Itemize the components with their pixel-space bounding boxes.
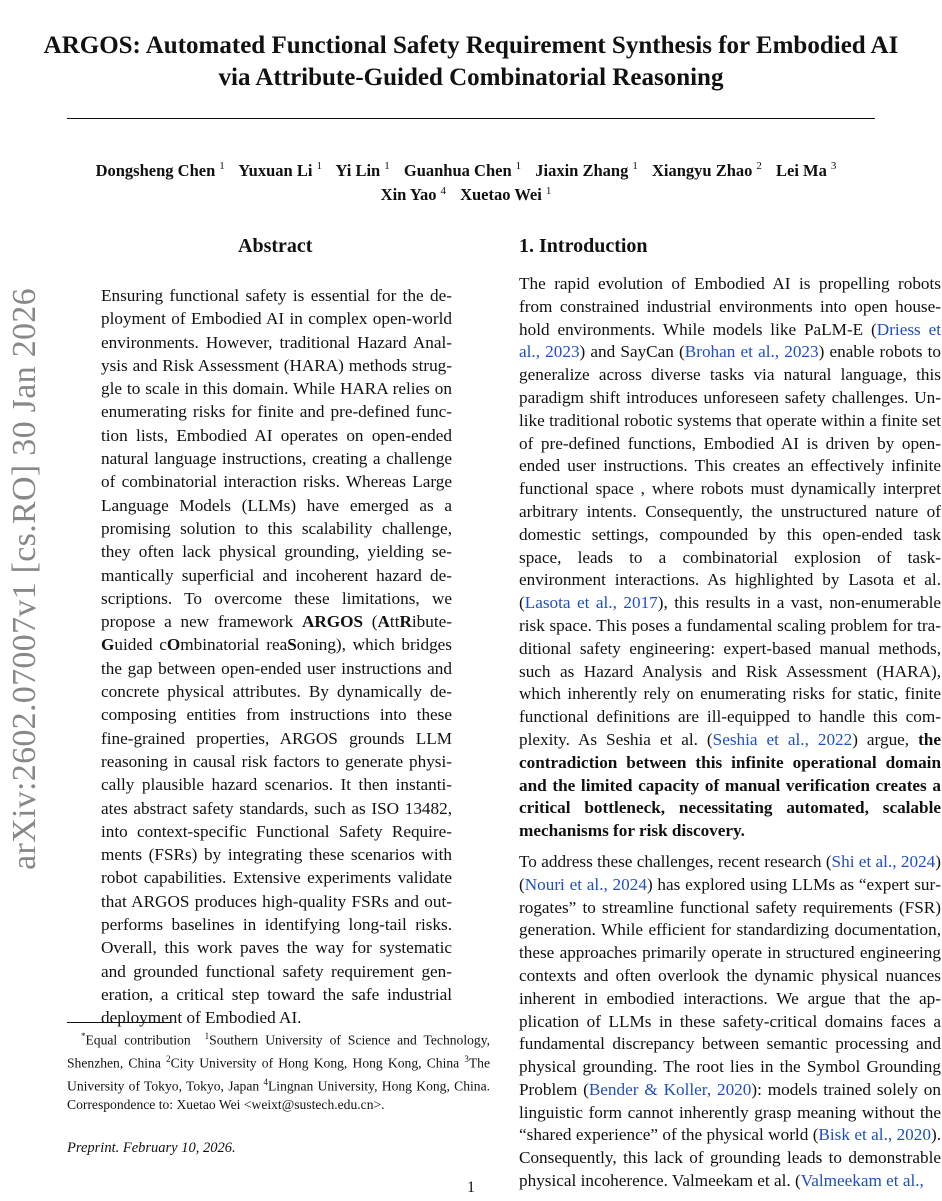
author xyxy=(335,161,399,180)
author-affiliation: 1 xyxy=(545,184,552,197)
author xyxy=(776,161,846,180)
paper-title xyxy=(40,30,902,94)
author-name: Yi Lin xyxy=(335,160,381,180)
author-name: Xiangyu Zhao xyxy=(651,160,753,180)
author-name: Yuxuan Li xyxy=(238,160,313,180)
section-heading-introduction: 1. Introduction xyxy=(519,235,648,257)
paragraph xyxy=(519,273,941,843)
text-run: ) enable robots to generalize across diverse tasks via natural language, this paradigm shift introduces unforeseen safety challenges. Unlike traditional robotic systems that operate within a finite set of pre-defined functions, Embodied AI is driven by open-ended user instructions. This creates an effectively infinite functional space , where robots must dynamically interpret arbitrary intents. Consequently, the unstructured nature of domestic settings, compounded by this open-ended task space, leads to a combinatorial explosion of task-environment interactions. As highlighted by Lasota et al. ( xyxy=(519,342,942,613)
author xyxy=(460,185,561,204)
citation-link[interactable]: Lasota et al., 2017 xyxy=(524,593,658,613)
author-affiliation: 4 xyxy=(440,184,446,197)
author-affiliation: 1 xyxy=(219,160,225,172)
author xyxy=(238,161,332,180)
author xyxy=(535,161,648,180)
text-run: tt xyxy=(389,612,400,632)
text-run: ( xyxy=(363,612,378,632)
citation-link[interactable]: Shi et al., 2024 xyxy=(831,851,936,871)
text-run: ) and SayCan ( xyxy=(579,342,685,362)
text-run: The rapid evolution of Embodied AI is propelling robots from constrained industrial environments into open household environments. While models like PaLM-E ( xyxy=(519,274,941,339)
author-name: Guanhua Chen xyxy=(403,160,512,180)
arxiv-stamp: arXiv:2602.07007v1 [cs.RO] 30 Jan 2026 xyxy=(6,288,43,870)
citation-link[interactable]: Bisk et al., 2020 xyxy=(818,1125,931,1145)
bold-text: A xyxy=(377,612,390,632)
footnote-star: * xyxy=(81,1031,86,1041)
author-name: Xuetao Wei xyxy=(460,185,542,204)
citation-link[interactable]: Nouri et al., 2024 xyxy=(524,874,647,894)
text-run: ) argue, xyxy=(852,729,919,749)
preprint-note: Preprint. February 10, 2026. xyxy=(67,1140,236,1156)
affiliation-text: Lingnan University, Hong Kong, China. Correspondence to: Xuetao Wei <weixt@sustech.edu.cn>. xyxy=(67,1078,491,1113)
author-name: Lei Ma xyxy=(776,160,827,180)
author xyxy=(404,161,531,180)
citation-link[interactable]: Valmeekam et al., xyxy=(800,1171,924,1191)
author xyxy=(652,161,772,180)
abstract-body xyxy=(101,284,452,1030)
author-name: Dongsheng Chen xyxy=(95,160,216,180)
footnote xyxy=(67,1022,490,1115)
bold-text: G xyxy=(101,635,115,655)
text-run: ): models trained solely on linguistic form cannot inherently grasp meaning without the “shared experience” of the physical world ( xyxy=(519,1079,941,1145)
footnote-text xyxy=(67,1027,490,1115)
text-run: ) ( xyxy=(519,851,941,894)
author xyxy=(96,161,235,180)
title-line: via Attribute-Guided Combinatorial Reasoning xyxy=(218,64,724,91)
bold-text: O xyxy=(166,635,181,655)
affiliation-mark: 2 xyxy=(166,1054,171,1065)
text-run: uided c xyxy=(114,635,167,655)
author-affiliation: 1 xyxy=(632,160,638,172)
author-name: Jiaxin Zhang xyxy=(535,160,629,180)
footnote-rule xyxy=(67,1022,171,1023)
author-affiliation: 3 xyxy=(830,160,837,172)
bold-text: ARGOS xyxy=(301,612,364,632)
author xyxy=(381,185,456,204)
text-run: ), this results in a vast, non-enumerable risk space. This poses a fundamental scaling problem for traditional safety engineering: expert-based manual methods, such as Hazard Analysis and Risk Assessment (HARA), which inherently rely on enumerating risks for static, finite functional definitions are ill-equipped to handle this complexity. As Seshia et al. ( xyxy=(519,593,941,749)
citation-link[interactable]: Driess et al., 2023 xyxy=(519,319,941,362)
author-name: Xin Yao xyxy=(380,185,437,204)
citation-link[interactable]: Bender & Koller, 2020 xyxy=(588,1079,752,1099)
author-affiliation: 1 xyxy=(316,160,322,172)
affiliation-mark: 1 xyxy=(204,1031,210,1041)
title-line: ARGOS: Automated Functional Safety Requirement Synthesis for Embodied AI xyxy=(43,32,899,59)
text-run: mbinatorial rea xyxy=(180,635,288,655)
text-run: oning), which bridges the gap between open-ended user instructions and concrete physical attributes. By dynamically decomposing entities from instructions into these fine-grained properties, ARGOS grounds LLM reasoning in causal risk factors to generate physically plausible hazard scenarios. It then instantiates abstract safety standards, such as ISO 13482, into context-specific Functional Safety Requirements (FSRs) by integrating these scenarios with robot capabilities. Extensive experiments validate that ARGOS produces high-quality FSRs and outperforms baselines in identifying long-tail risks. Overall, this work paves the way for systematic and grounded functional safety requirement generation, a critical step toward the safe industrial deployment of Embodied AI. xyxy=(101,635,452,1028)
footnote-equal: Equal contribution xyxy=(85,1032,191,1048)
introduction-body xyxy=(519,273,941,1201)
title-rule xyxy=(67,118,875,119)
bold-text: the contradiction between this infinite operational domain and the limited capacity of manual verification creates a critical bottleneck, necessitating automated, scalable mechanisms for risk discovery. xyxy=(519,729,941,841)
author-affiliation: 1 xyxy=(515,160,522,172)
text-run: ). Consequently, this lack of grounding leads to demonstrable physical incoherence. Valmeekam et al. ( xyxy=(519,1125,941,1191)
citation-link[interactable]: Seshia et al., 2022 xyxy=(712,729,853,749)
text-run: To address these challenges, recent research ( xyxy=(519,851,832,871)
bold-text: R xyxy=(399,612,412,632)
affiliation-mark: 4 xyxy=(263,1077,268,1088)
paragraph xyxy=(519,851,941,1193)
page-number: 1 xyxy=(467,1179,475,1196)
paragraph xyxy=(101,284,452,1030)
affiliation-mark: 3 xyxy=(464,1054,469,1065)
affiliation-text: Southern University of Science and Technology, Shenzhen, China xyxy=(67,1032,491,1071)
affiliation-text: City University of Hong Kong, Hong Kong, China xyxy=(170,1055,465,1071)
text-run: ) has explored using LLMs as “expert surrogates” to streamline functional safety requirements (FSR) generation. While efficient for standardizing documentation, these approaches primarily operate in structured engineering contexts and often overlook the dynamic physical nuances inherent in embodied interactions. We argue that the application of LLMs in these safety-critical domains faces a fundamental discrepancy between semantic processing and physical grounding. The root lies in the Symbol Grounding Problem ( xyxy=(519,874,941,1099)
text-run: ibute- xyxy=(411,612,452,632)
abstract-heading: Abstract xyxy=(238,235,313,257)
author-affiliation: 1 xyxy=(384,160,390,172)
bold-text: S xyxy=(287,635,297,655)
text-run: Ensuring functional safety is essential for the deployment of Embodied AI in complex open-world environments. However, traditional Hazard Analysis and Risk Assessment (HARA) methods struggle to scale in this domain. While HARA relies on enumerating risks for finite and pre-defined function lists, Embodied AI operates on open-ended natural language instructions, creating a challenge of combinatorial interaction risks. Whereas Large Language Models (LLMs) have emerged as a promising solution to this scalability challenge, they often lack physical grounding, yielding semantically superficial and incoherent hazard descriptions. To overcome these limitations, we propose a new framework xyxy=(101,286,452,632)
citation-link[interactable]: Brohan et al., 2023 xyxy=(684,342,819,362)
author-affiliation: 2 xyxy=(756,160,762,172)
author-list xyxy=(60,156,882,205)
affiliation-text: The University of Tokyo, Tokyo, Japan xyxy=(67,1055,491,1094)
